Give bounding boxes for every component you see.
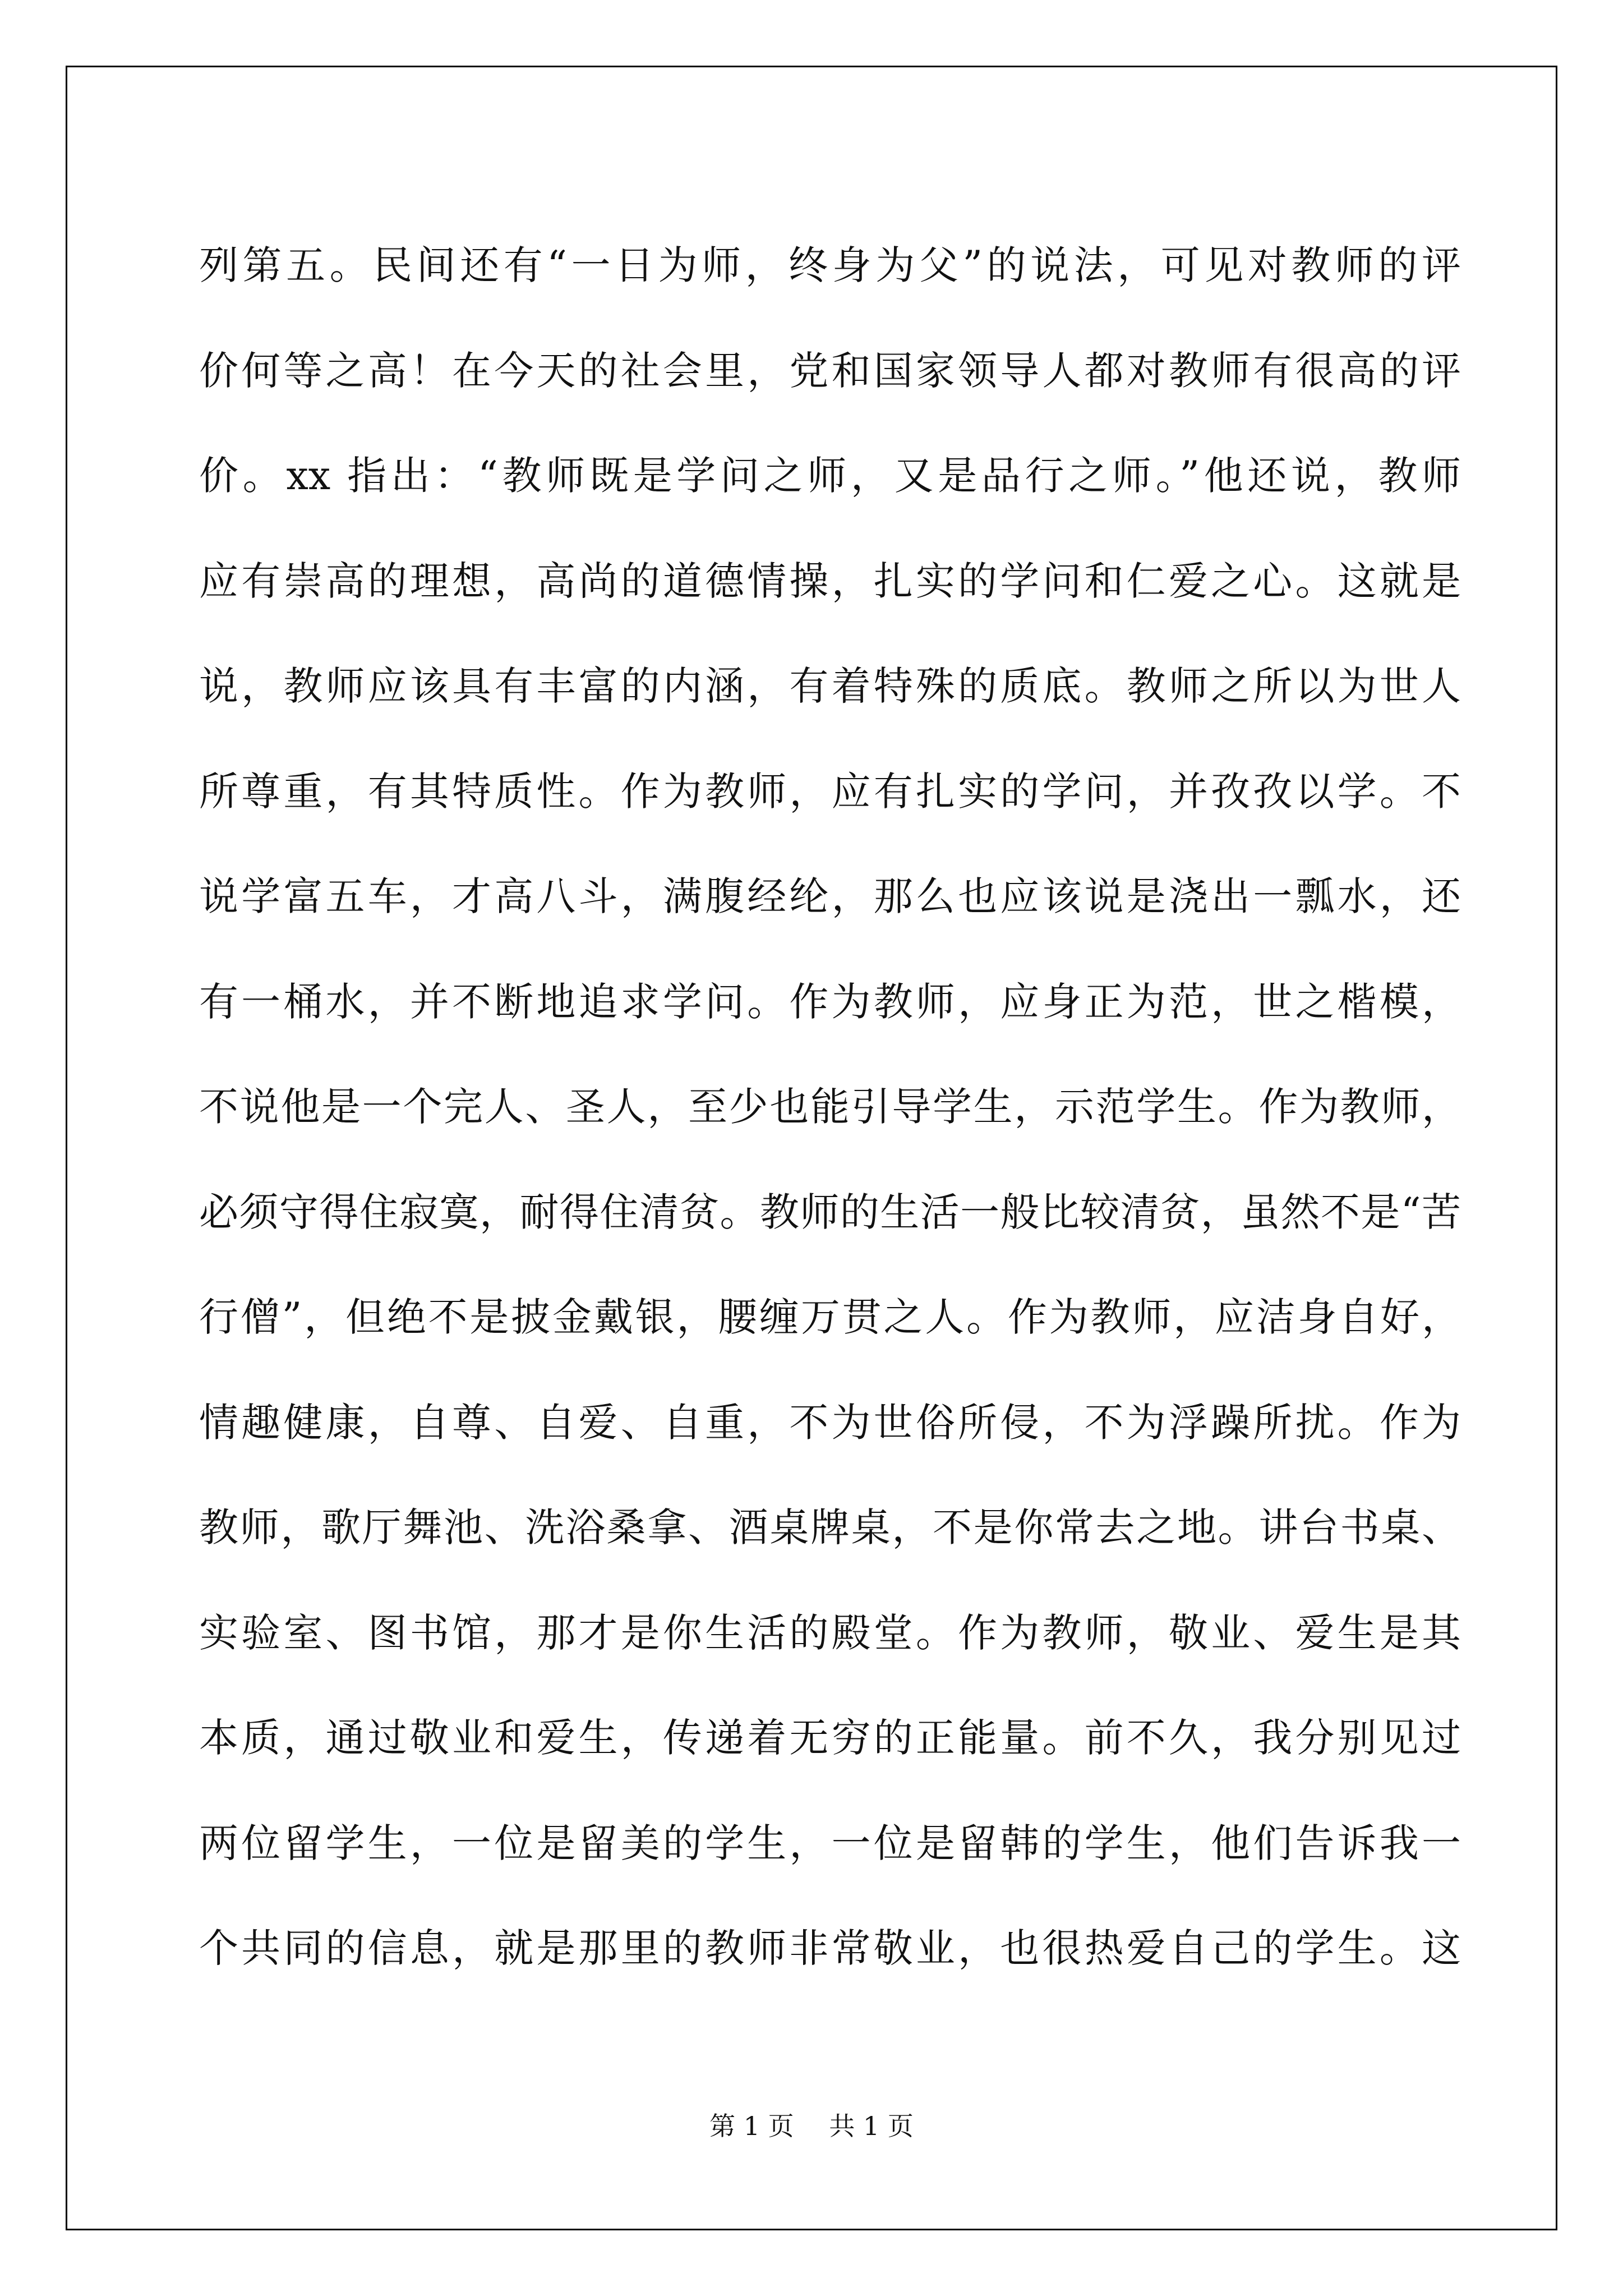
page-number-total: 共 1 页 <box>829 2111 914 2141</box>
text-line: 说学富五车，才高八斗，满腹经纶，那么也应该说是浇出一瓢水，还 <box>199 873 1461 919</box>
text-line: 所尊重，有其特质性。作为教师，应有扎实的学问，并孜孜以学。不 <box>199 768 1461 815</box>
text-line: 说，教师应该具有丰富的内涵，有着特殊的质底。教师之所以为世人 <box>199 663 1461 709</box>
text-line: 本质，通过敬业和爱生，传递着无穷的正能量。前不久，我分别见过 <box>199 1715 1461 1761</box>
text-line: 个共同的信息，就是那里的教师非常敬业，也很热爱自己的学生。这 <box>199 1925 1461 1971</box>
page-number-current: 第 1 页 <box>709 2111 794 2141</box>
text-line: 不说他是一个完人、圣人，至少也能引导学生，示范学生。作为教师， <box>199 1084 1461 1130</box>
text-line: 有一桶水，并不断地追求学问。作为教师，应身正为范，世之楷模， <box>199 978 1461 1025</box>
text-line: 两位留学生，一位是留美的学生，一位是留韩的学生，他们告诉我一 <box>199 1820 1461 1866</box>
text-line: 应有崇高的理想，高尚的道德情操，扎实的学问和仁爱之心。这就是 <box>199 558 1461 604</box>
text-line: 必须守得住寂寞，耐得住清贫。教师的生活一般比较清贫，虽然不是“苦 <box>199 1189 1461 1235</box>
page-footer <box>0 2109 1623 2143</box>
text-line: 实验室、图书馆，那才是你生活的殿堂。作为教师，敬业、爱生是其 <box>199 1609 1461 1656</box>
text-line: 列第五。民间还有“一日为师，终身为父”的说法，可见对教师的评 <box>199 242 1461 288</box>
text-line: 价何等之高！在今天的社会里，党和国家领导人都对教师有很高的评 <box>199 347 1461 394</box>
text-line: 教师，歌厅舞池、洗浴桑拿、酒桌牌桌，不是你常去之地。讲台书桌、 <box>199 1504 1461 1550</box>
text-line: 行僧”，但绝不是披金戴银，腰缠万贯之人。作为教师，应洁身自好， <box>199 1294 1461 1340</box>
document-body <box>199 213 1461 2001</box>
text-line: 情趣健康，自尊、自爱、自重，不为世俗所侵，不为浮躁所扰。作为 <box>199 1399 1461 1446</box>
text-line: 价。xx 指出：“教师既是学问之师，又是品行之师。”他还说，教师 <box>199 453 1461 499</box>
